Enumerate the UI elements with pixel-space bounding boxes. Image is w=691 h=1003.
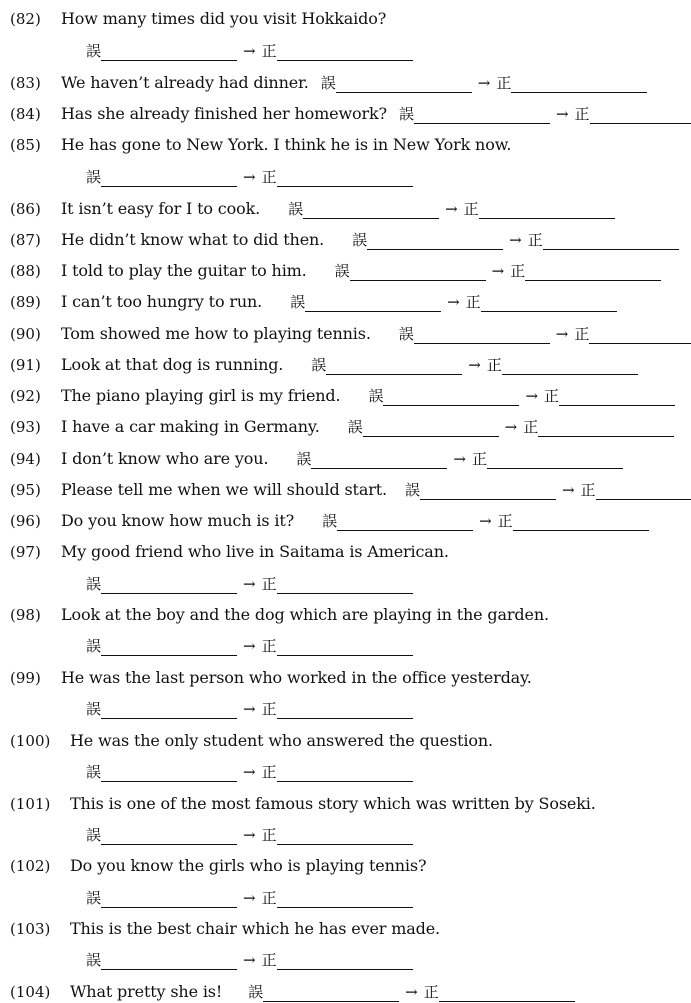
question-row: [0, 413, 674, 437]
correct-label: 正: [261, 826, 277, 844]
question-row: [0, 69, 647, 93]
question-number: (100): [10, 732, 51, 750]
question-number: (104): [10, 983, 51, 1001]
wrong-answer-blank[interactable]: [303, 198, 439, 219]
question-number: (86): [10, 200, 41, 218]
question-number: (93): [10, 418, 41, 436]
correct-answer-blank[interactable]: [277, 887, 413, 908]
wrong-answer-blank[interactable]: [414, 323, 550, 344]
correct-answer-blank[interactable]: [487, 448, 623, 469]
wrong-answer-blank[interactable]: [350, 260, 486, 281]
arrow-icon: →: [479, 512, 492, 530]
question-sentence: I have a car making in Germany.: [61, 417, 320, 436]
wrong-answer-blank[interactable]: [101, 573, 237, 594]
correct-answer-blank[interactable]: [513, 510, 649, 531]
question-number: (87): [10, 231, 41, 249]
question-sentence: The piano playing girl is my friend.: [61, 386, 341, 405]
wrong-label: 誤: [248, 983, 264, 1001]
correct-label: 正: [261, 889, 277, 907]
question-sentence: I told to play the guitar to him.: [61, 261, 307, 280]
question-number: (102): [10, 857, 51, 875]
question-number: (103): [10, 920, 51, 938]
correct-answer-blank[interactable]: [502, 354, 638, 375]
question-sentence: Do you know the girls who is playing tennis?: [70, 856, 427, 875]
correct-label: 正: [580, 481, 596, 499]
question-row: [0, 915, 440, 939]
correct-label: 正: [471, 450, 487, 468]
correct-label: 正: [510, 262, 526, 280]
arrow-icon: →: [243, 889, 256, 907]
question-sentence: My good friend who live in Saitama is American.: [61, 542, 449, 561]
correct-answer-blank[interactable]: [589, 323, 691, 344]
wrong-label: 誤: [322, 512, 338, 530]
arrow-icon: →: [509, 231, 522, 249]
correct-label: 正: [261, 951, 277, 969]
correct-answer-blank[interactable]: [277, 166, 413, 187]
answer-row: [86, 758, 413, 782]
correct-answer-blank[interactable]: [511, 72, 647, 93]
correct-answer-blank[interactable]: [481, 291, 617, 312]
wrong-label: 誤: [347, 418, 363, 436]
question-number: (83): [10, 74, 41, 92]
correct-label: 正: [574, 105, 590, 123]
wrong-answer-blank[interactable]: [101, 761, 237, 782]
question-row: [0, 664, 532, 688]
answer-row: [86, 37, 413, 61]
question-sentence: What pretty she is!: [70, 982, 223, 1001]
wrong-answer-blank[interactable]: [363, 416, 499, 437]
correct-label: 正: [423, 983, 439, 1001]
wrong-label: 誤: [404, 481, 420, 499]
arrow-icon: →: [525, 387, 539, 405]
wrong-answer-blank[interactable]: [101, 698, 237, 719]
wrong-label: 誤: [290, 293, 306, 311]
wrong-answer-blank[interactable]: [101, 824, 237, 845]
question-sentence: He has gone to New York. I think he is in New York now.: [61, 135, 512, 154]
arrow-icon: →: [243, 700, 256, 718]
answer-row: [86, 632, 413, 656]
correct-label: 正: [527, 231, 543, 249]
question-sentence: He didn’t know what to did then.: [61, 230, 325, 249]
correct-label: 正: [261, 637, 277, 655]
question-number: (98): [10, 606, 41, 624]
wrong-label: 誤: [311, 356, 327, 374]
correct-answer-blank[interactable]: [439, 981, 575, 1002]
wrong-label: 誤: [86, 889, 102, 907]
answer-row: [86, 570, 413, 594]
correct-label: 正: [486, 356, 502, 374]
wrong-answer-blank[interactable]: [383, 385, 519, 406]
question-row: [0, 257, 661, 281]
wrong-answer-blank[interactable]: [101, 887, 237, 908]
question-row: [0, 445, 623, 469]
wrong-label: 誤: [86, 637, 102, 655]
correct-answer-blank[interactable]: [277, 824, 413, 845]
question-sentence: Tom showed me how to playing tennis.: [61, 324, 371, 343]
question-number: (85): [10, 136, 41, 154]
arrow-icon: →: [243, 42, 256, 60]
question-sentence: How many times did you visit Hokkaido?: [61, 9, 387, 28]
wrong-label: 誤: [86, 763, 102, 781]
wrong-answer-blank[interactable]: [336, 72, 472, 93]
wrong-label: 誤: [86, 168, 102, 186]
arrow-icon: →: [504, 418, 518, 436]
wrong-label: 誤: [296, 450, 312, 468]
question-number: (88): [10, 262, 41, 280]
correct-label: 正: [261, 42, 277, 60]
wrong-answer-blank[interactable]: [101, 166, 237, 187]
wrong-label: 誤: [352, 231, 368, 249]
answer-row: [86, 821, 413, 845]
answer-row: [86, 163, 413, 187]
wrong-answer-blank[interactable]: [414, 103, 550, 124]
question-sentence: Look at the boy and the dog which are playing in the garden.: [61, 605, 549, 624]
wrong-label: 誤: [334, 262, 350, 280]
arrow-icon: →: [468, 356, 481, 374]
answer-row: [86, 695, 413, 719]
question-number: (92): [10, 387, 41, 405]
wrong-answer-blank[interactable]: [263, 981, 399, 1002]
wrong-label: 誤: [86, 42, 102, 60]
question-sentence: Please tell me when we will should start.: [61, 480, 387, 499]
correct-answer-blank[interactable]: [479, 198, 615, 219]
question-row: [0, 382, 675, 406]
question-sentence: I can’t too hungry to run.: [61, 292, 263, 311]
question-sentence: I don’t know who are you.: [61, 449, 269, 468]
question-row: [0, 195, 615, 219]
wrong-answer-blank[interactable]: [101, 949, 237, 970]
question-row: [0, 351, 638, 375]
wrong-label: 誤: [86, 826, 102, 844]
wrong-answer-blank[interactable]: [101, 40, 237, 61]
correct-label: 正: [497, 512, 513, 530]
wrong-label: 誤: [320, 74, 336, 92]
correct-answer-blank[interactable]: [277, 698, 413, 719]
question-sentence: We haven’t already had dinner.: [61, 73, 309, 92]
question-sentence: It isn’t easy for I to cook.: [61, 199, 261, 218]
wrong-label: 誤: [398, 105, 414, 123]
question-row: [0, 978, 575, 1002]
wrong-label: 誤: [398, 325, 414, 343]
wrong-answer-blank[interactable]: [101, 635, 237, 656]
question-sentence: He was the only student who answered the question.: [70, 731, 493, 750]
arrow-icon: →: [243, 763, 256, 781]
wrong-answer-blank[interactable]: [337, 510, 473, 531]
question-row: [0, 288, 617, 312]
correct-answer-blank[interactable]: [590, 103, 691, 124]
correct-answer-blank[interactable]: [596, 479, 691, 500]
question-number: (90): [10, 325, 41, 343]
wrong-label: 誤: [86, 951, 102, 969]
answer-row: [86, 946, 413, 970]
correct-answer-blank[interactable]: [277, 761, 413, 782]
correct-label: 正: [523, 418, 539, 436]
correct-label: 正: [261, 700, 277, 718]
arrow-icon: →: [491, 262, 505, 280]
correct-label: 正: [465, 293, 481, 311]
correct-answer-blank[interactable]: [277, 573, 413, 594]
arrow-icon: →: [243, 637, 256, 655]
arrow-icon: →: [453, 450, 466, 468]
correct-label: 正: [574, 325, 590, 343]
arrow-icon: →: [445, 200, 458, 218]
question-row: [0, 601, 549, 625]
question-sentence: This is the best chair which he has ever made.: [70, 919, 440, 938]
wrong-label: 誤: [86, 700, 102, 718]
correct-label: 正: [496, 74, 512, 92]
wrong-answer-blank[interactable]: [305, 291, 441, 312]
correct-answer-blank[interactable]: [559, 385, 675, 406]
question-number: (95): [10, 481, 41, 499]
question-row: [0, 507, 649, 531]
question-row: [0, 131, 511, 155]
answer-row: [86, 884, 413, 908]
question-row: [0, 852, 426, 876]
question-row: [0, 727, 493, 751]
question-row: [0, 790, 596, 814]
correct-answer-blank[interactable]: [538, 416, 674, 437]
wrong-label: 誤: [86, 575, 102, 593]
arrow-icon: →: [405, 983, 418, 1001]
wrong-label: 誤: [288, 200, 304, 218]
question-sentence: Has she already finished her homework?: [61, 104, 387, 123]
question-row: [0, 5, 386, 29]
correct-answer-blank[interactable]: [525, 260, 661, 281]
question-row: [0, 100, 691, 124]
correct-answer-blank[interactable]: [277, 949, 413, 970]
correct-label: 正: [463, 200, 479, 218]
arrow-icon: →: [555, 325, 569, 343]
question-sentence: Look at that dog is running.: [61, 355, 284, 374]
question-row: [0, 538, 449, 562]
question-number: (94): [10, 450, 41, 468]
question-row: [0, 226, 679, 250]
correct-answer-blank[interactable]: [543, 229, 679, 250]
question-sentence: This is one of the most famous story which was written by Soseki.: [70, 794, 596, 813]
arrow-icon: →: [447, 293, 460, 311]
correct-label: 正: [261, 168, 277, 186]
question-row: [0, 320, 691, 344]
arrow-icon: →: [561, 481, 575, 499]
correct-label: 正: [261, 763, 277, 781]
correct-answer-blank[interactable]: [277, 40, 413, 61]
arrow-icon: →: [555, 105, 569, 123]
correct-label: 正: [544, 387, 560, 405]
question-number: (99): [10, 669, 41, 687]
wrong-answer-blank[interactable]: [420, 479, 556, 500]
arrow-icon: →: [243, 951, 256, 969]
question-number: (101): [10, 795, 51, 813]
question-number: (91): [10, 356, 41, 374]
question-sentence: Do you know how much is it?: [61, 511, 295, 530]
wrong-answer-blank[interactable]: [326, 354, 462, 375]
question-number: (96): [10, 512, 41, 530]
question-row: [0, 476, 691, 500]
arrow-icon: →: [243, 168, 256, 186]
arrow-icon: →: [243, 826, 256, 844]
correct-answer-blank[interactable]: [277, 635, 413, 656]
wrong-answer-blank[interactable]: [311, 448, 447, 469]
arrow-icon: →: [477, 74, 491, 92]
question-number: (97): [10, 543, 41, 561]
question-sentence: He was the last person who worked in the office yesterday.: [61, 668, 532, 687]
correct-label: 正: [261, 575, 277, 593]
question-number: (89): [10, 293, 41, 311]
question-number: (84): [10, 105, 41, 123]
arrow-icon: →: [243, 575, 256, 593]
wrong-answer-blank[interactable]: [367, 229, 503, 250]
wrong-label: 誤: [368, 387, 384, 405]
question-number: (82): [10, 10, 41, 28]
